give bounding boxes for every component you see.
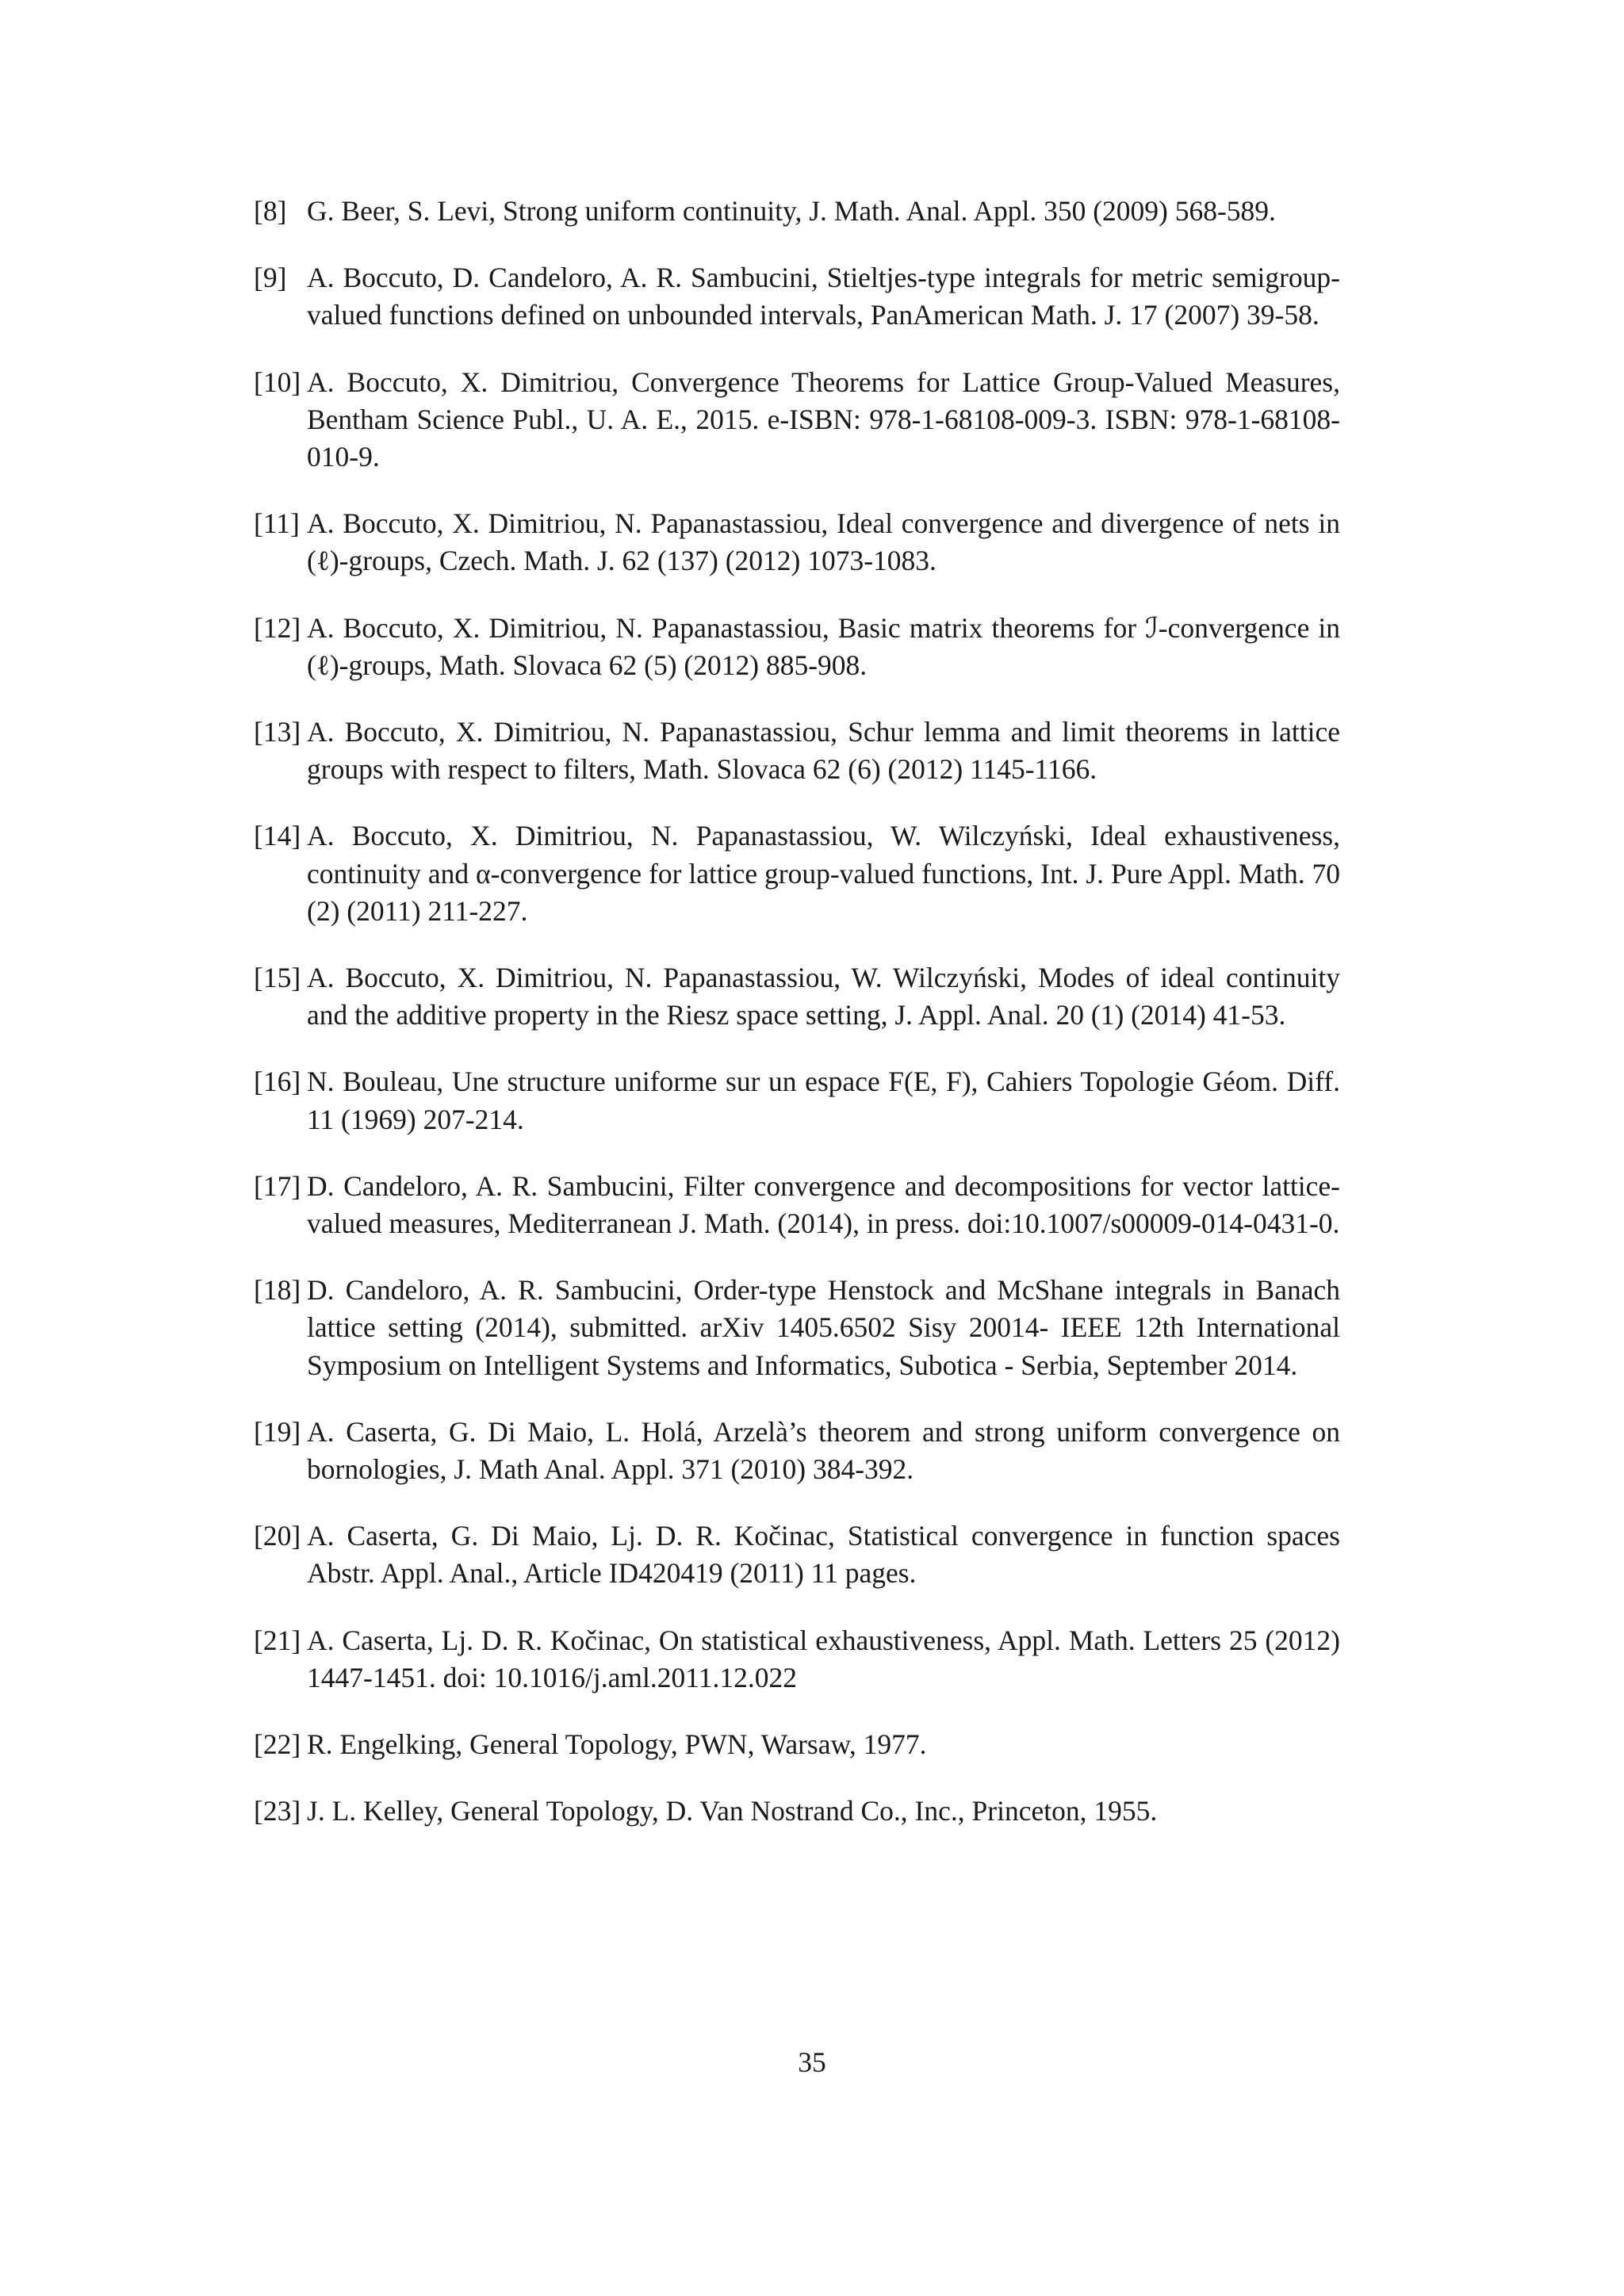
reference-label: [18]: [254, 1274, 301, 1307]
page-number: 35: [798, 2046, 826, 2078]
reference-text: A. Boccuto, X. Dimitriou, N. Papanastassiou, Basic matrix theorems for ℐ-convergence in (ℓ)-groups, Math. Slovaca 62 (5) (2012) 885-908.: [307, 611, 1340, 681]
reference-text: G. Beer, S. Levi, Strong uniform continuity, J. Math. Anal. Appl. 350 (2009) 568-589.: [307, 195, 1276, 227]
reference-label: [12]: [254, 611, 301, 644]
reference-item: [254, 505, 1340, 580]
reference-item: [254, 1517, 1340, 1592]
reference-label: [21]: [254, 1624, 301, 1656]
reference-item: [254, 1063, 1340, 1138]
reference-text: D. Candeloro, A. R. Sambucini, Order-type Henstock and McShane integrals in Banach lattice setting (2014), submitted. arXiv 1405.6502 Sisy 20014- IEEE 12th International Symposium on Intelligent Systems and Informatics, Subotica - Serbia, September 2014.: [307, 1274, 1340, 1381]
reference-text: A. Boccuto, D. Candeloro, A. R. Sambucini, Stieltjes-type integrals for metric semigroup-valued functions defined on unbounded intervals, PanAmerican Math. J. 17 (2007) 39-58.: [307, 262, 1340, 331]
reference-label: [19]: [254, 1415, 301, 1448]
reference-item: [254, 610, 1340, 684]
reference-item: [254, 364, 1340, 476]
reference-label: [14]: [254, 820, 301, 852]
reference-text: A. Caserta, G. Di Maio, Lj. D. R. Kočinac, Statistical convergence in function spaces Abstr. Appl. Anal., Article ID420419 (2011) 11 pages.: [307, 1520, 1340, 1590]
reference-text: D. Candeloro, A. R. Sambucini, Filter convergence and decompositions for vector lattice-valued measures, Mediterranean J. Math. (2014), in press. doi:10.1007/s00009-014-0431-0.: [307, 1169, 1340, 1240]
reference-label: [10]: [254, 365, 301, 398]
reference-label: [9]: [254, 262, 287, 294]
reference-text: N. Bouleau, Une structure uniforme sur un espace F(E, F), Cahiers Topologie Géom. Diff. 11 (1969) 207-214.: [307, 1066, 1340, 1135]
reference-text: A. Caserta, Lj. D. R. Kočinac, On statistical exhaustiveness, Appl. Math. Letters 25 (2012) 1447-1451. doi: 10.1016/j.aml.2011.12.022: [307, 1624, 1340, 1693]
reference-item: [254, 1726, 1340, 1763]
reference-text: A. Boccuto, X. Dimitriou, Convergence Theorems for Lattice Group-Valued Measures, Bentham Science Publ., U. A. E., 2015. e-ISBN: 978-1-68108-009-3. ISBN: 978-1-68108-010-9.: [307, 365, 1340, 473]
reference-item: [254, 193, 1340, 230]
reference-text: A. Boccuto, X. Dimitriou, N. Papanastassiou, Ideal convergence and divergence of nets in (ℓ)-groups, Czech. Math. J. 62 (137) (2012) 1073-1083.: [307, 507, 1340, 577]
reference-item: [254, 1793, 1340, 1830]
reference-item: [254, 259, 1340, 334]
reference-text: A. Boccuto, X. Dimitriou, N. Papanastassiou, W. Wilczyński, Modes of ideal continuity and the additive property in the Riesz space setting, J. Appl. Anal. 20 (1) (2014) 41-53.: [307, 962, 1340, 1031]
reference-text: R. Engelking, General Topology, PWN, Warsaw, 1977.: [307, 1728, 927, 1761]
reference-list: [254, 193, 1340, 1860]
reference-item: [254, 1414, 1340, 1488]
reference-label: [11]: [254, 507, 300, 540]
reference-item: [254, 1622, 1340, 1697]
reference-label: [17]: [254, 1169, 301, 1202]
reference-item: [254, 817, 1340, 930]
reference-label: [20]: [254, 1520, 301, 1552]
reference-item: [254, 714, 1340, 788]
reference-label: [23]: [254, 1795, 301, 1827]
reference-item: [254, 959, 1340, 1034]
reference-text: A. Boccuto, X. Dimitriou, N. Papanastassiou, W. Wilczyński, Ideal exhaustiveness, continuity and α-convergence for lattice group-valued functions, Int. J. Pure Appl. Math. 70 (2) (2011) 211-227.: [307, 820, 1340, 927]
reference-label: [16]: [254, 1066, 301, 1098]
reference-text: A. Boccuto, X. Dimitriou, N. Papanastassiou, Schur lemma and limit theorems in lattice groups with respect to filters, Math. Slovaca 62 (6) (2012) 1145-1166.: [307, 716, 1340, 786]
reference-item: [254, 1168, 1340, 1242]
reference-text: A. Caserta, G. Di Maio, L. Holá, Arzelà’s theorem and strong uniform convergence on bornologies, J. Math Anal. Appl. 371 (2010) 384-392.: [307, 1415, 1340, 1486]
reference-label: [8]: [254, 195, 287, 227]
reference-label: [22]: [254, 1728, 301, 1761]
reference-item: [254, 1272, 1340, 1384]
reference-label: [13]: [254, 716, 301, 748]
reference-label: [15]: [254, 962, 301, 994]
reference-text: J. L. Kelley, General Topology, D. Van Nostrand Co., Inc., Princeton, 1955.: [307, 1795, 1158, 1827]
